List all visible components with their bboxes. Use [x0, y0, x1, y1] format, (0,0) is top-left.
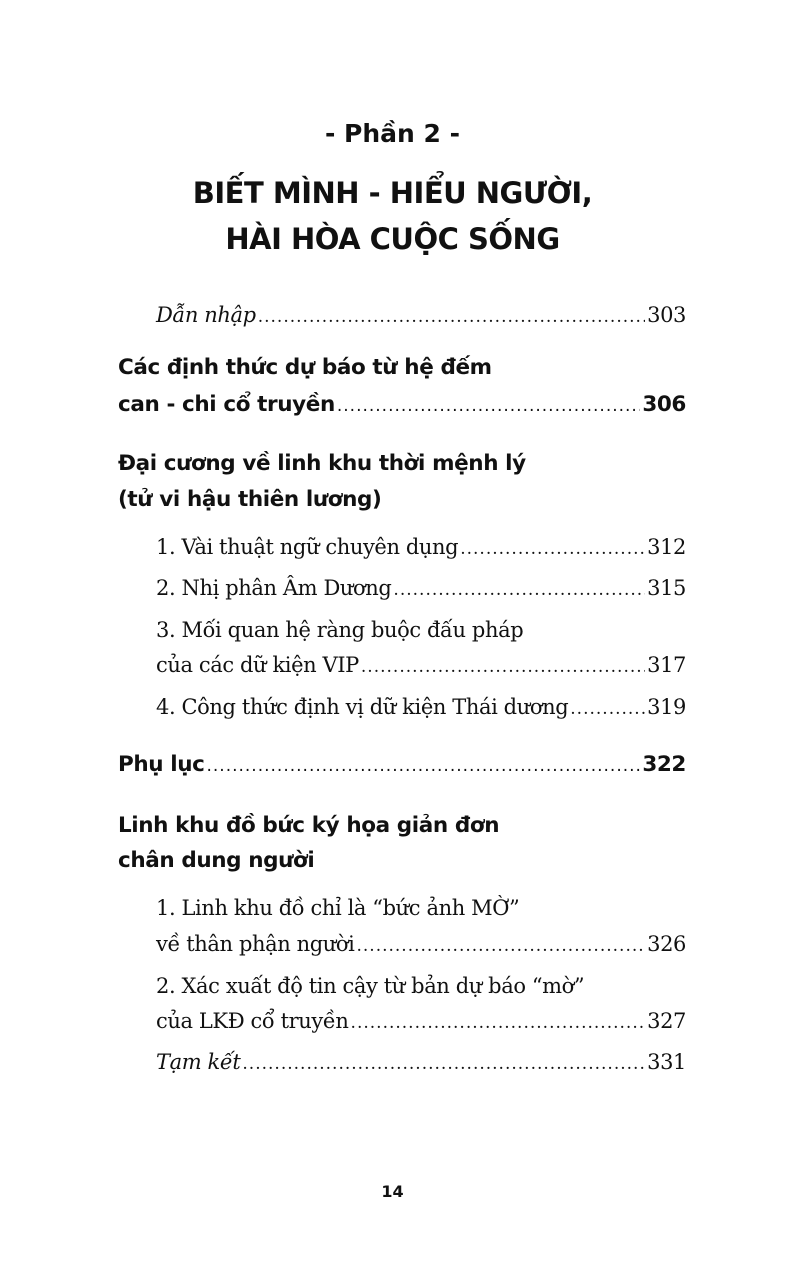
toc-entry-text: can - chi cổ truyền — [118, 392, 335, 417]
toc-page-number: 306 — [642, 392, 686, 417]
toc-leader-dots — [242, 1046, 645, 1082]
toc-item-3-2-line-1: 2. Xác xuất độ tin cậy từ bản dự báo “mờ” — [156, 974, 585, 998]
toc-leader-dots — [356, 928, 645, 964]
toc-entry-intro — [156, 297, 686, 333]
toc-leader-dots — [393, 572, 645, 608]
toc-leader-dots — [460, 531, 645, 567]
toc-entry-text: Phụ lục — [118, 752, 205, 777]
toc-page-number: 327 — [647, 1009, 686, 1033]
toc-leader-dots — [258, 299, 645, 335]
toc-entry-text: Tạm kết — [156, 1050, 241, 1074]
toc-entry-text: của LKĐ cổ truyền — [156, 1009, 349, 1033]
toc-item-3-1-line-1: 1. Linh khu đồ chỉ là “bức ảnh MỜ” — [156, 896, 520, 920]
part-heading: - Phần 2 - — [324, 119, 461, 148]
toc-page-number: 312 — [647, 535, 686, 559]
toc-page-number: 317 — [647, 653, 686, 677]
toc-item-2-3 — [156, 647, 686, 683]
toc-section-3-line-2: chân dung người — [118, 848, 315, 873]
toc-entry-appendix — [118, 747, 686, 783]
toc-entry-text: Dẫn nhập — [156, 303, 256, 327]
toc-page-number: 326 — [647, 932, 686, 956]
toc-leader-dots — [570, 691, 645, 727]
section-title — [0, 170, 785, 262]
toc-entry-text: 2. Nhị phân Âm Dương — [156, 576, 392, 600]
toc-item-2-2 — [156, 570, 686, 606]
toc-leader-dots — [361, 649, 645, 685]
toc-page-number: 303 — [647, 303, 686, 327]
toc-entry-conclusion — [156, 1044, 686, 1080]
toc-item-2-3-line-1: 3. Mối quan hệ ràng buộc đấu pháp — [156, 618, 524, 642]
toc-leader-dots — [351, 1005, 646, 1041]
toc-item-3-2 — [156, 1003, 686, 1039]
toc-entry-text: 1. Vài thuật ngữ chuyên dụng — [156, 535, 459, 559]
toc-item-2-4 — [156, 689, 686, 725]
toc-section-2-line-2: (tử vi hậu thiên lương) — [118, 487, 382, 512]
toc-page-number: 319 — [647, 695, 686, 719]
toc-page-number: 331 — [647, 1050, 686, 1074]
toc-section-1 — [118, 387, 686, 423]
toc-leader-dots — [206, 748, 640, 784]
toc-page-number: 315 — [647, 576, 686, 600]
toc-section-1-line-1: Các định thức dự báo từ hệ đếm — [118, 355, 492, 380]
toc-leader-dots — [337, 388, 640, 424]
toc-entry-text: về thân phận người — [156, 932, 355, 956]
toc-item-2-1 — [156, 529, 686, 565]
page-number: 14 — [381, 1182, 404, 1201]
toc-entry-text: của các dữ kiện VIP — [156, 653, 359, 677]
toc-page-number: 322 — [642, 752, 686, 777]
toc-section-3-line-1: Linh khu đồ bức ký họa giản đơn — [118, 813, 500, 838]
section-title-line-2: HÀI HÒA CUỘC SỐNG — [225, 222, 560, 256]
toc-entry-text: 4. Công thức định vị dữ kiện Thái dương — [156, 695, 569, 719]
toc-section-2-line-1: Đại cương về linh khu thời mệnh lý — [118, 451, 526, 476]
section-title-line-1: BIẾT MÌNH - HIỂU NGƯỜI, — [192, 176, 593, 210]
toc-item-3-1 — [156, 926, 686, 962]
